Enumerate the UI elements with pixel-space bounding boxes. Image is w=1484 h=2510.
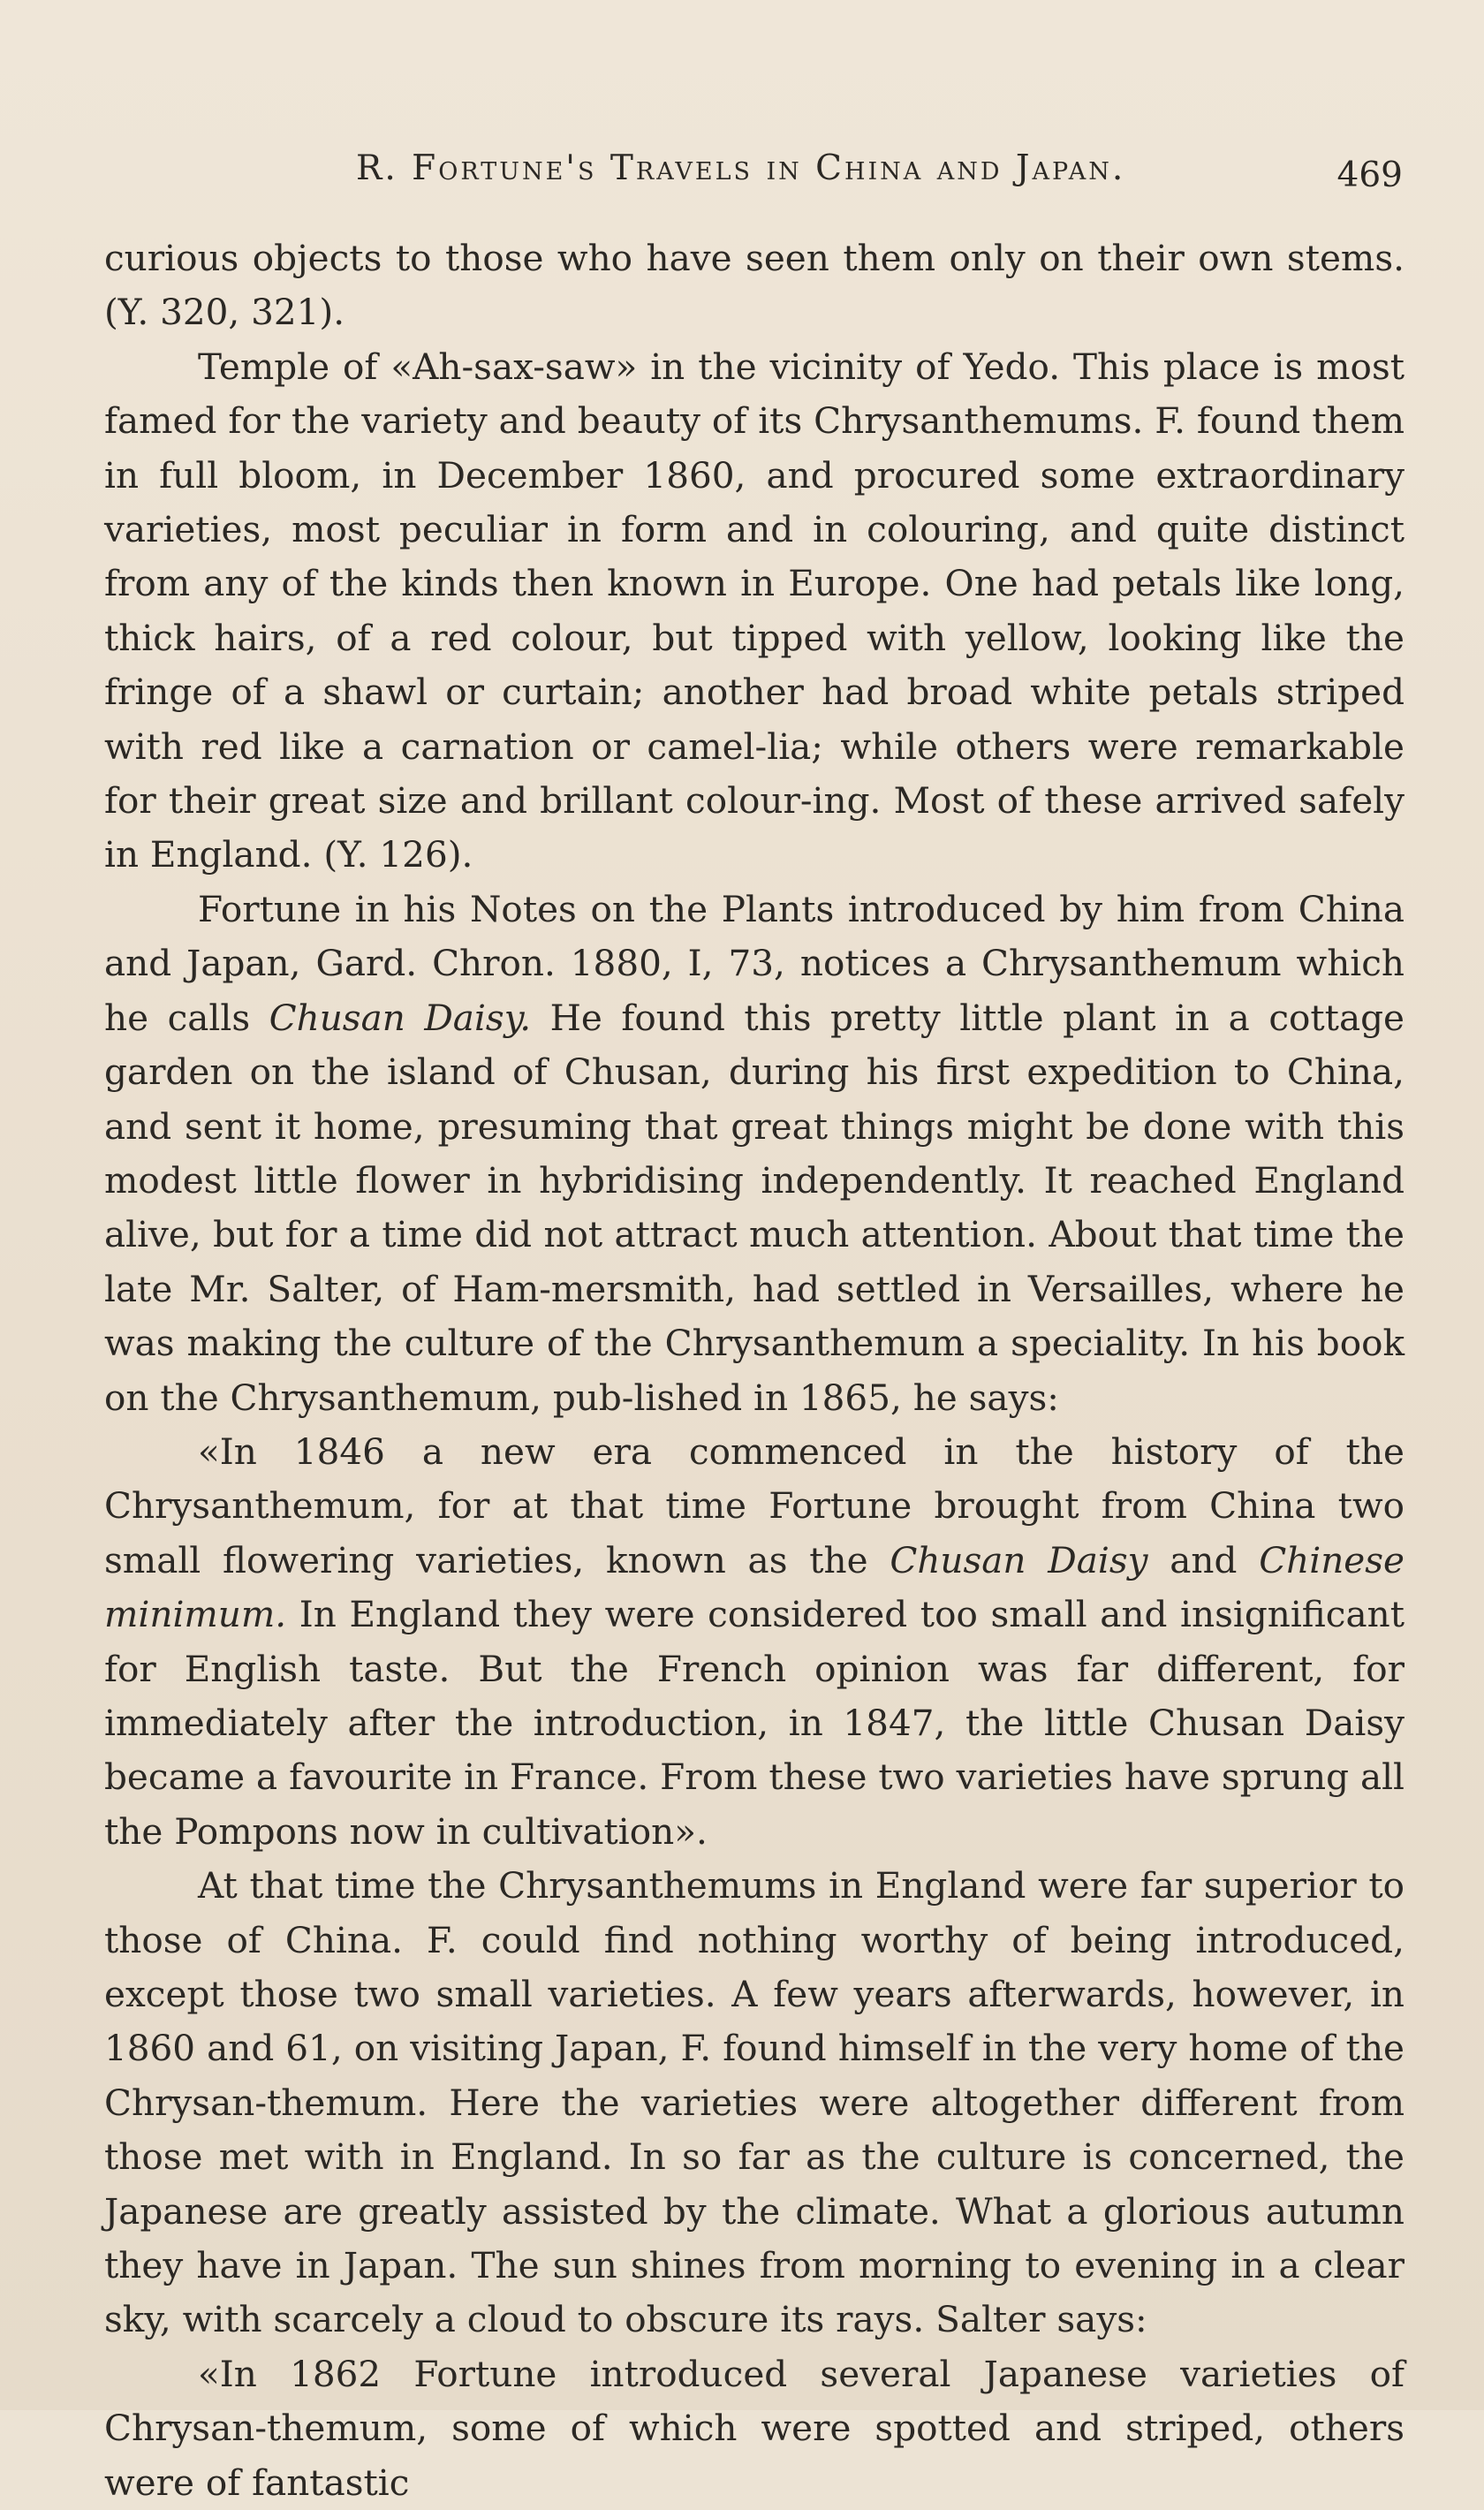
italic-text: Chusan Daisy: [890, 1538, 1148, 1581]
text-run: He found this pretty little plant in a cottage garden on the island of Chusan, during his first expedition to China, and sent it home, presuming that great things might be done with this modest little flower in hybridising independently. It reached England alive, but for a time did not attract much attention. About that time the late Mr. Salter, of Ham-mersmith, had settled in Versailles, where he was making the culture of the Chrysanthemum a speciality. In his book on the Chrysanthemum, pub-lished in 1865, he says:: [104, 996, 1404, 1419]
paragraph-4: [104, 1425, 1404, 1859]
running-title: R. Fortune's Travels in China and Japan.: [356, 148, 1126, 188]
paragraph-1: [104, 231, 1404, 340]
text-run: and: [1147, 1538, 1260, 1581]
paragraph-3: [104, 883, 1404, 1425]
text-run: «In 1846 a new era commenced in the history of the Chrysanthemum, for at that time Fortune brought from China two small flowering varieties, known as the: [104, 1429, 1404, 1581]
paragraph-2: [104, 340, 1404, 883]
text-run: Temple of «Ah-sax-saw» in the vicinity of Yedo. This place is most famed for the variety and beauty of its Chrysanthemums. F. found them in full bloom, in December 1860, and procured some extraordinary varieties, most peculiar in form and in colouring, and quite distinct from any of the kinds then known in Europe. One had petals like long, thick hairs, of a red colour, but tipped with yellow, looking like the fringe of a shawl or curtain; another had broad white petals striped with red like a carnation or camel-lia; while others were remarkable for their great size and brillant colour-ing. Most of these arrived safely in England. (Y. 126).: [104, 345, 1404, 876]
paragraph-5: [104, 1859, 1404, 2347]
paragraph-6: [104, 2347, 1404, 2510]
text-run: At that time the Chrysanthemums in England were far superior to those of China. F. could find nothing worthy of being introduced, except those two small varieties. A few years afterwards, however, in 1860 and 61, on visiting Japan, F. found himself in the very home of the Chrysan-themum. Here the varieties were altogether different from those met with in England. In so far as the culture is concerned, the Japanese are greatly assisted by the climate. What a glorious autumn they have in Japan. The sun shines from morning to evening in a clear sky, with scarcely a cloud to obscure its rays. Salter says:: [104, 1864, 1404, 2341]
text-run: «In 1862 Fortune introduced several Japanese varieties of Chrysan-themum, some of which were spotted and striped, others were of fantastic: [104, 2352, 1404, 2504]
page-number: 469: [1336, 155, 1403, 195]
text-run: In England they were considered too small and insignificant for English taste. But the French opinion was far different, for immediately after the introduction, in 1847, the little Chusan Daisy became a favourite in France. From these two varieties have sprung all the Pompons now in cultivation».: [104, 1593, 1404, 1853]
text-run: curious objects to those who have seen them only on their own stems. (Y. 320, 321).: [104, 237, 1404, 334]
italic-text: Chinese minimum.: [104, 1538, 1405, 1636]
text-run: Fortune in his Notes on the Plants introduced by him from China and Japan, Gard. Chron. 1880, I, 73, notices a Chrysanthemum which he calls: [104, 887, 1404, 1039]
body-text: [104, 231, 1404, 2510]
page-header: [104, 148, 1403, 201]
italic-text: Chusan Daisy.: [269, 996, 532, 1039]
